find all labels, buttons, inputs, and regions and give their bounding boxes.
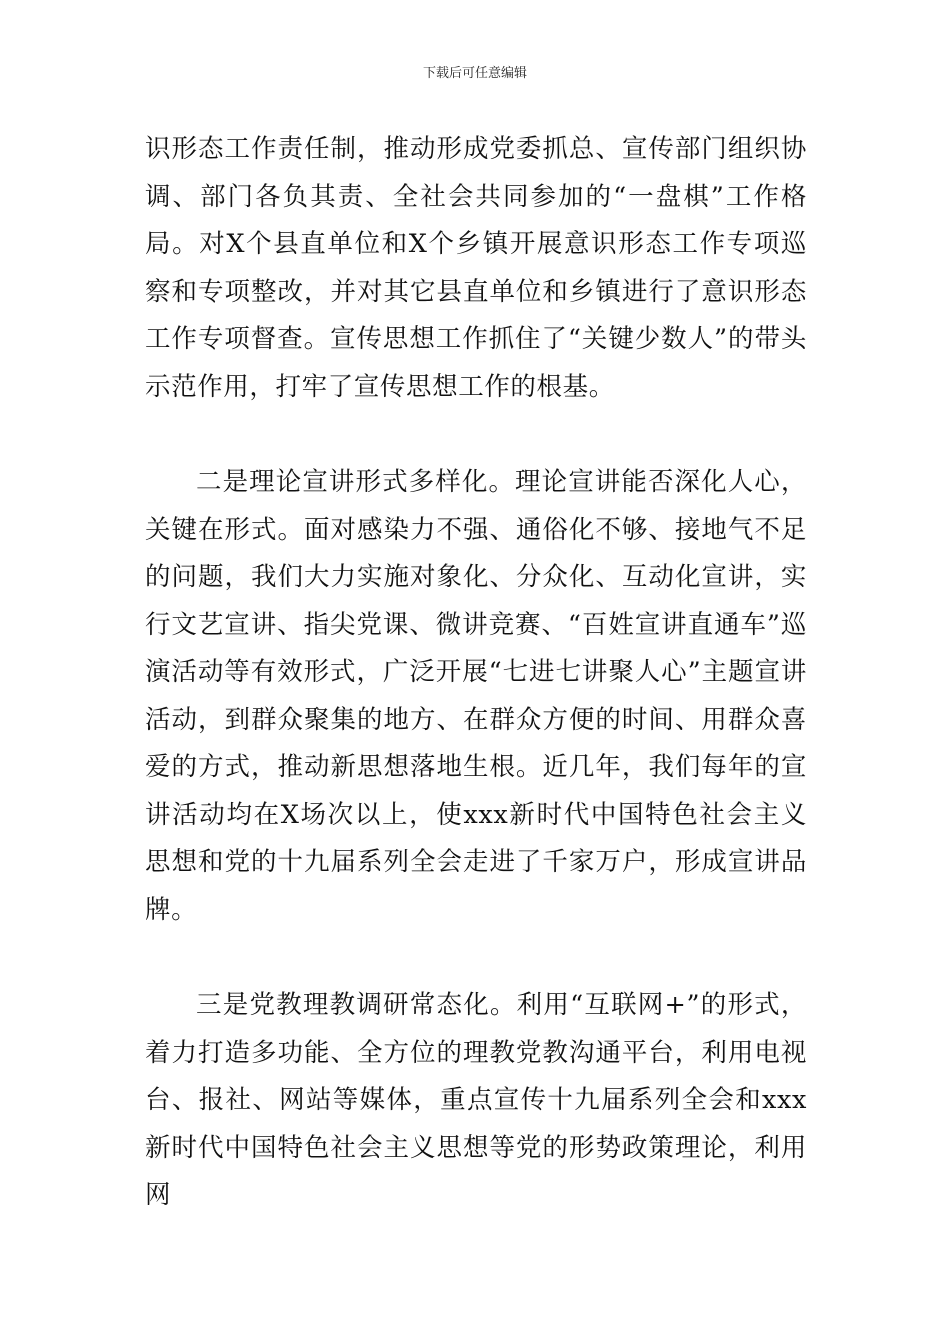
page-header: 下载后可任意编辑 (422, 66, 527, 81)
paragraph-party-education: 三是党教理教调研常态化。利用“互联网+”的形式，着力打造多功能、全方位的理教党教沟通平台，利用电视台、报社、网站等媒体，重点宣传十九届系列全会和xxx新时代中国特色社会主义思想等党的形势政策理论，利用网 (145, 990, 807, 1210)
paragraph-gap (145, 411, 807, 459)
paragraph-gap (145, 934, 807, 982)
paragraph-theory-lectures: 二是理论宣讲形式多样化。理论宣讲能否深化人心，关键在形式。面对感染力不强、通俗化不够、接地气不足的问题，我们大力实施对象化、分众化、互动化宣讲，实行文艺宣讲、指尖党课、微讲竞赛、“百姓宣讲直通车”巡演活动等有效形式，广泛开展“七进七讲聚人心”主题宣讲活动，到群众聚集的地方、在群众方便的时间、用群众喜爱的方式，推动新思想落地生根。近几年，我们每年的宣讲活动均在X场次以上，使xxx新时代中国特色社会主义思想和党的十九届系列全会走进了千家万户，形成宣讲品牌。 (145, 467, 807, 925)
document-body (145, 126, 807, 1220)
paragraph-continued: 识形态工作责任制，推动形成党委抓总、宣传部门组织协调、部门各负其责、全社会共同参加的“一盘棋”工作格局。对X个县直单位和X个乡镇开展意识形态工作专项巡察和专项整改，并对其它县直单位和乡镇进行了意识形态工作专项督查。宣传思想工作抓住了“关键少数人”的带头示范作用，打牢了宣传思想工作的根基。 (145, 134, 807, 402)
